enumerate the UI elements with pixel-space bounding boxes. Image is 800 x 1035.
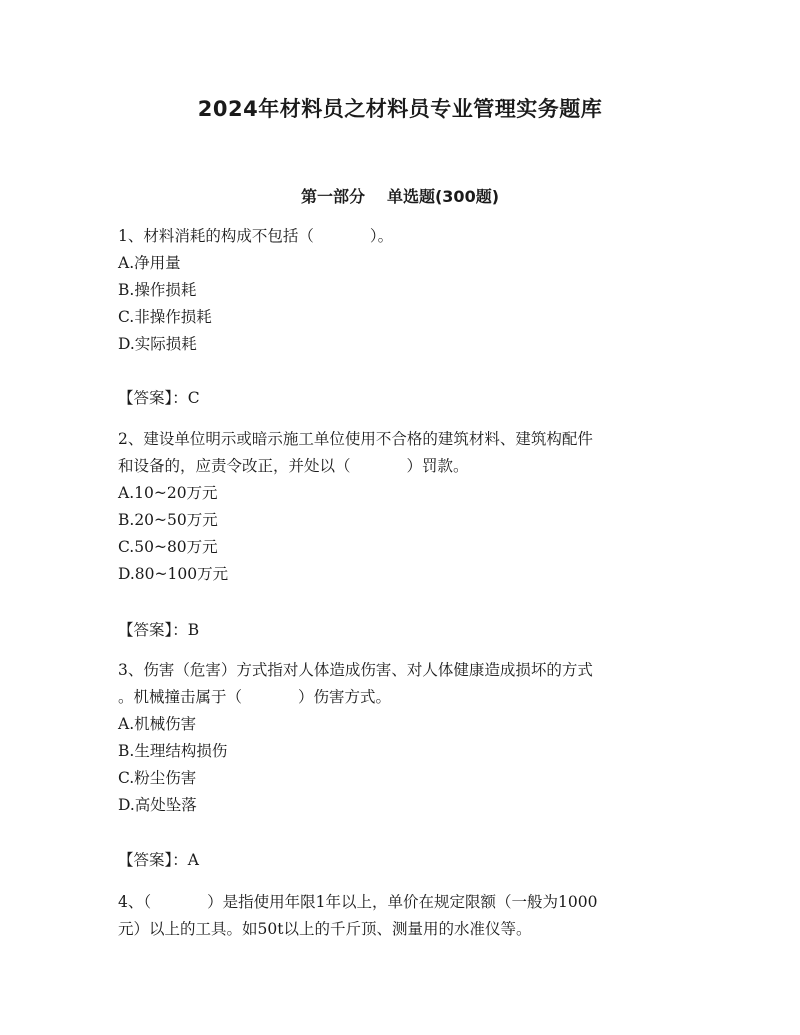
answer-2: 【答案】：B [118, 621, 200, 639]
option-d: D.高处坠落 [118, 796, 197, 814]
question-1 [118, 223, 688, 358]
question-4 [118, 889, 688, 943]
answer-3: 【答案】：A [118, 851, 199, 869]
option-a: A.机械伤害 [118, 715, 197, 733]
section-heading [0, 184, 800, 207]
answer-value: C [187, 389, 200, 407]
question-2 [118, 426, 688, 588]
option-b: B.20~50万元 [118, 511, 218, 529]
option-c: C.粉尘伤害 [118, 769, 197, 787]
option-a: A.10~20万元 [118, 484, 218, 502]
section-part: 第一部分 [300, 187, 365, 206]
answer-value: A [187, 851, 199, 869]
question-stem-line-2: 。机械撞击属于（ ）伤害方式。 [118, 688, 392, 706]
document-title: 2024年材料员之材料员专业管理实务题库 [197, 97, 603, 121]
question-stem-line-2: 元）以上的工具。如50t以上的千斤顶、测量用的水准仪等。 [118, 920, 532, 938]
question-3 [118, 657, 688, 819]
option-c: C.非操作损耗 [118, 308, 212, 326]
question-stem-line-1: 3、伤害（危害）方式指对人体造成伤害、对人体健康造成损坏的方式 [118, 661, 593, 679]
option-b: B.操作损耗 [118, 281, 197, 299]
option-d: D.80~100万元 [118, 565, 229, 583]
option-c: C.50~80万元 [118, 538, 218, 556]
question-stem-line-1: 4、（ ）是指使用年限1年以上，单价在规定限额（一般为1000 [118, 893, 598, 911]
answer-1: 【答案】：C [118, 389, 200, 407]
section-name: 单选题(300题) [386, 187, 500, 206]
option-a: A.净用量 [118, 254, 181, 272]
answer-value: B [187, 621, 200, 639]
question-stem: 1、材料消耗的构成不包括（ ）。 [118, 227, 394, 245]
question-stem-line-2: 和设备的，应责令改正，并处以（ ）罚款。 [118, 457, 469, 475]
question-stem-line-1: 2、建设单位明示或暗示施工单位使用不合格的建筑材料、建筑构配件 [118, 430, 593, 448]
option-b: B.生理结构损伤 [118, 742, 228, 760]
option-d: D.实际损耗 [118, 335, 197, 353]
